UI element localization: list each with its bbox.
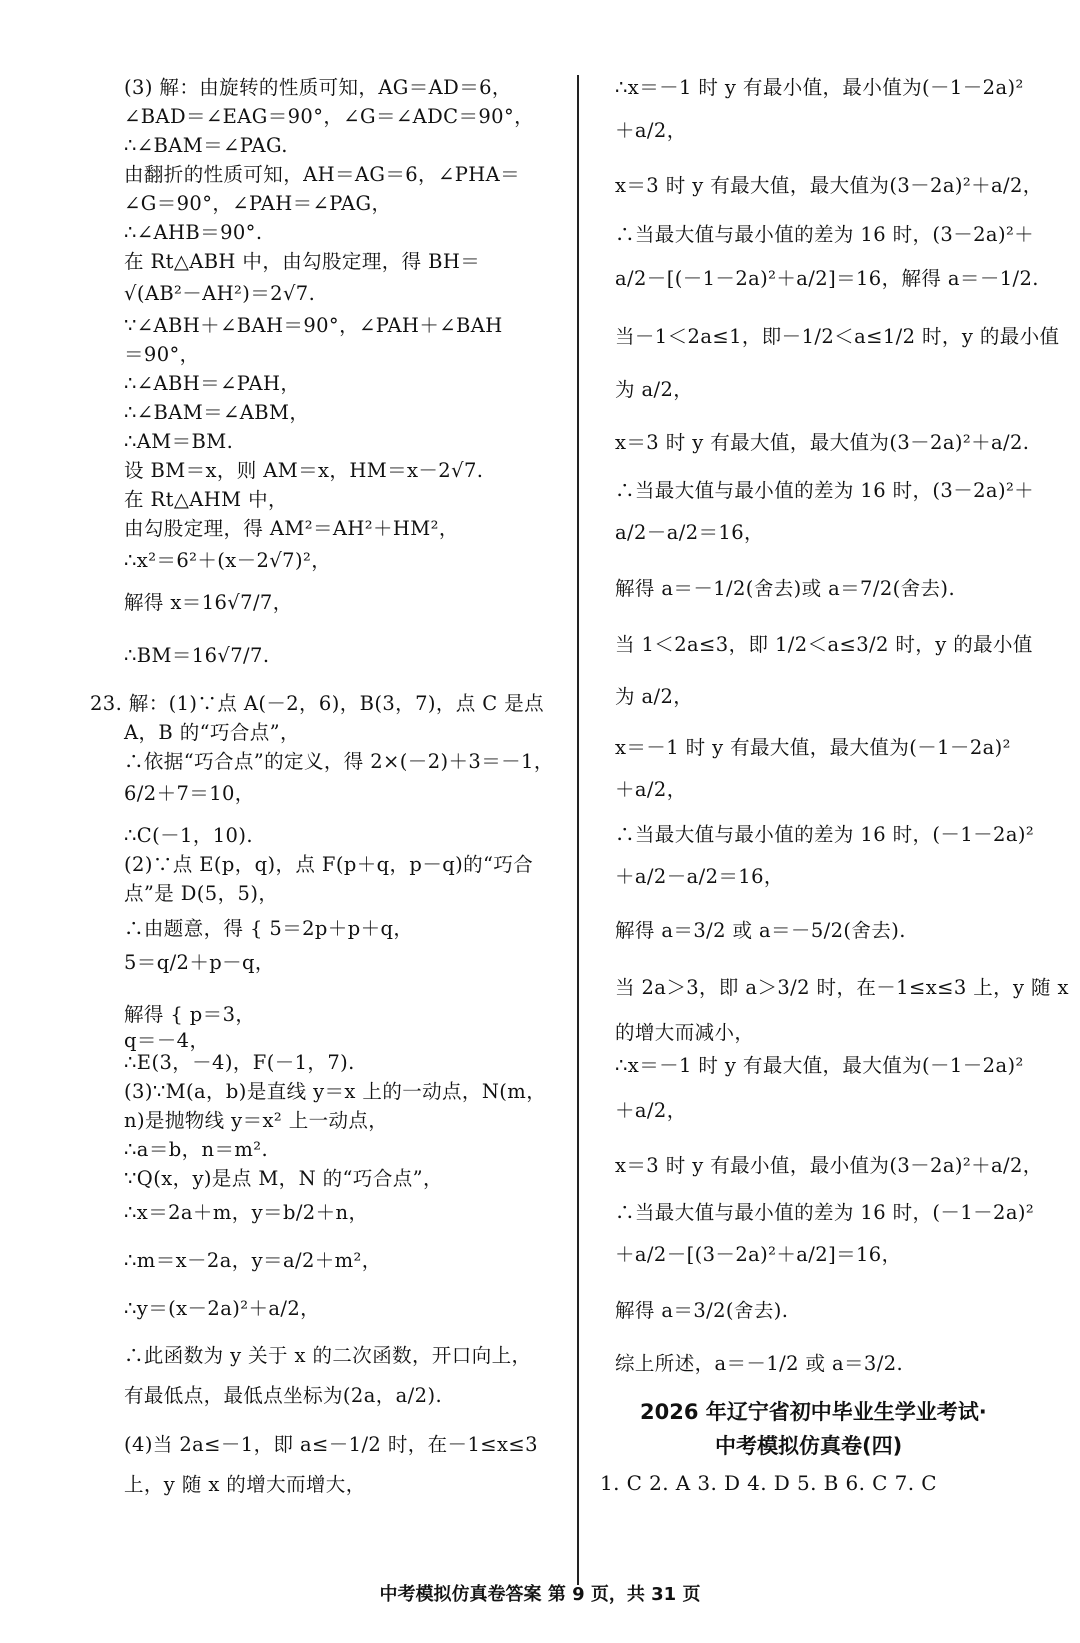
left-line-10: ＝90°， <box>124 343 200 366</box>
left-line-29: 解得 { p＝3， <box>124 1003 256 1026</box>
left-line-11: ∴∠ABH＝∠PAH， <box>124 372 301 395</box>
right-line-8: x＝3 时 y 有最大值，最大值为(3－2a)²＋a/2. <box>615 431 1030 454</box>
right-line-23: x＝3 时 y 有最小值，最小值为(3－2a)²＋a/2， <box>615 1154 1043 1177</box>
answers-line: 1. C 2. A 3. D 4. D 5. B 6. C 7. C <box>600 1471 937 1495</box>
right-line-9: ∴当最大值与最小值的差为 16 时，(3－2a)²＋ <box>615 479 1035 502</box>
left-line-19: ∴BM＝16√7/7. <box>124 644 270 667</box>
right-line-21: ∴x＝－1 时 y 有最大值，最大值为(－1－2a)² <box>615 1054 1024 1077</box>
left-line-24: ∴C(－1，10). <box>124 824 253 847</box>
section-title-line-2: 中考模拟仿真卷(四) <box>715 1434 903 1458</box>
left-line-33: n)是抛物线 y＝x² 上一动点， <box>124 1109 389 1132</box>
left-line-21: A，B 的“巧合点”， <box>124 721 300 744</box>
section-title-line-1: 2026 年辽宁省初中毕业生学业考试· <box>640 1400 987 1424</box>
left-line-37: ∴m＝x－2a，y＝a/2＋m²， <box>124 1249 382 1272</box>
right-line-11: 解得 a＝－1/2(舍去)或 a＝7/2(舍去). <box>615 577 956 600</box>
left-line-15: 在 Rt△AHM 中， <box>124 488 288 511</box>
right-line-12: 当 1＜2a≤3，即 1/2＜a≤3/2 时，y 的最小值 <box>615 633 1033 656</box>
left-line-42: 上，y 随 x 的增大而增大， <box>124 1473 366 1496</box>
left-line-26: 点”是 D(5，5)， <box>124 882 279 905</box>
page-footer: 中考模拟仿真卷答案 第 9 页，共 31 页 <box>379 1584 701 1605</box>
left-line-4: 由翻折的性质可知，AH＝AG＝6，∠PHA＝ <box>124 163 521 186</box>
right-line-2: ＋a/2， <box>615 119 687 142</box>
right-line-22: ＋a/2， <box>615 1099 687 1122</box>
left-line-1: (3) 解：由旋转的性质可知，AG＝AD＝6， <box>124 76 512 99</box>
left-line-25: (2)∵点 E(p，q)，点 F(p＋q，p－q)的“巧合 <box>124 853 534 876</box>
left-line-23: 6/2＋7＝10， <box>124 782 255 805</box>
left-line-9: ∵∠ABH＋∠BAH＝90°，∠PAH＋∠BAH <box>124 314 503 337</box>
right-line-14: x＝－1 时 y 有最大值，最大值为(－1－2a)² <box>615 736 1011 759</box>
left-line-35: ∵Q(x，y)是点 M，N 的“巧合点”， <box>124 1167 443 1190</box>
left-line-36: ∴x＝2a＋m，y＝b/2＋n， <box>124 1201 369 1224</box>
left-line-27: ∴由题意，得 { 5＝2p＋p＋q， <box>124 917 414 940</box>
left-line-31: ∴E(3，－4)，F(－1，7). <box>124 1051 355 1074</box>
left-line-40: 有最低点，最低点坐标为(2a，a/2). <box>124 1384 443 1407</box>
left-line-3: ∴∠BAM＝∠PAG. <box>124 134 288 157</box>
right-line-24: ∴当最大值与最小值的差为 16 时，(－1－2a)² <box>615 1201 1035 1224</box>
right-line-5: a/2－[(－1－2a)²＋a/2]＝16，解得 a＝－1/2. <box>615 267 1039 290</box>
right-line-13: 为 a/2， <box>615 685 694 708</box>
left-line-14: 设 BM＝x，则 AM＝x，HM＝x－2√7. <box>124 459 484 482</box>
left-line-12: ∴∠BAM＝∠ABM， <box>124 401 310 424</box>
left-line-28: 5＝q/2＋p－q， <box>124 951 275 974</box>
left-line-22: ∴依据“巧合点”的定义，得 2×(－2)＋3＝－1， <box>124 750 554 773</box>
right-line-16: ∴当最大值与最小值的差为 16 时，(－1－2a)² <box>615 823 1035 846</box>
left-line-7: 在 Rt△ABH 中，由勾股定理，得 BH＝ <box>124 250 481 273</box>
left-line-34: ∴a＝b，n＝m². <box>124 1138 269 1161</box>
right-line-17: ＋a/2－a/2＝16， <box>615 865 784 888</box>
left-line-38: ∴y＝(x－2a)²＋a/2， <box>124 1297 321 1320</box>
right-line-10: a/2－a/2＝16， <box>615 521 764 544</box>
left-line-30: q＝－4， <box>124 1029 210 1052</box>
left-line-20: 23. 解：(1)∵点 A(－2，6)，B(3，7)，点 C 是点 <box>90 692 545 715</box>
right-line-4: ∴当最大值与最小值的差为 16 时，(3－2a)²＋ <box>615 223 1035 246</box>
left-line-18: 解得 x＝16√7/7， <box>124 591 293 614</box>
right-line-18: 解得 a＝3/2 或 a＝－5/2(舍去). <box>615 919 906 942</box>
left-line-6: ∴∠AHB＝90°. <box>124 221 263 244</box>
right-line-7: 为 a/2， <box>615 378 694 401</box>
left-line-13: ∴AM＝BM. <box>124 430 234 453</box>
right-line-15: ＋a/2， <box>615 778 687 801</box>
column-divider <box>577 75 579 1585</box>
right-line-19: 当 2a＞3，即 a＞3/2 时，在－1≤x≤3 上，y 随 x <box>615 976 1069 999</box>
right-line-27: 综上所述，a＝－1/2 或 a＝3/2. <box>615 1352 904 1375</box>
right-line-1: ∴x＝－1 时 y 有最小值，最小值为(－1－2a)² <box>615 76 1024 99</box>
right-line-26: 解得 a＝3/2(舍去). <box>615 1299 789 1322</box>
left-line-17: ∴x²＝6²＋(x－2√7)²， <box>124 549 332 572</box>
left-line-39: ∴此函数为 y 关于 x 的二次函数，开口向上， <box>124 1344 532 1367</box>
left-line-16: 由勾股定理，得 AM²＝AH²＋HM²， <box>124 517 459 540</box>
right-line-25: ＋a/2－[(3－2a)²＋a/2]＝16， <box>615 1243 902 1266</box>
right-line-6: 当－1＜2a≤1，即－1/2＜a≤1/2 时，y 的最小值 <box>615 325 1060 348</box>
left-line-2: ∠BAD＝∠EAG＝90°，∠G＝∠ADC＝90°， <box>124 105 535 128</box>
left-line-5: ∠G＝90°，∠PAH＝∠PAG， <box>124 192 392 215</box>
left-line-8: √(AB²－AH²)＝2√7. <box>124 282 316 305</box>
left-line-41: (4)当 2a≤－1，即 a≤－1/2 时，在－1≤x≤3 <box>124 1433 538 1456</box>
right-line-20: 的增大而减小， <box>615 1021 755 1044</box>
left-line-32: (3)∵M(a，b)是直线 y＝x 上的一动点，N(m， <box>124 1080 547 1103</box>
right-line-3: x＝3 时 y 有最大值，最大值为(3－2a)²＋a/2， <box>615 174 1043 197</box>
